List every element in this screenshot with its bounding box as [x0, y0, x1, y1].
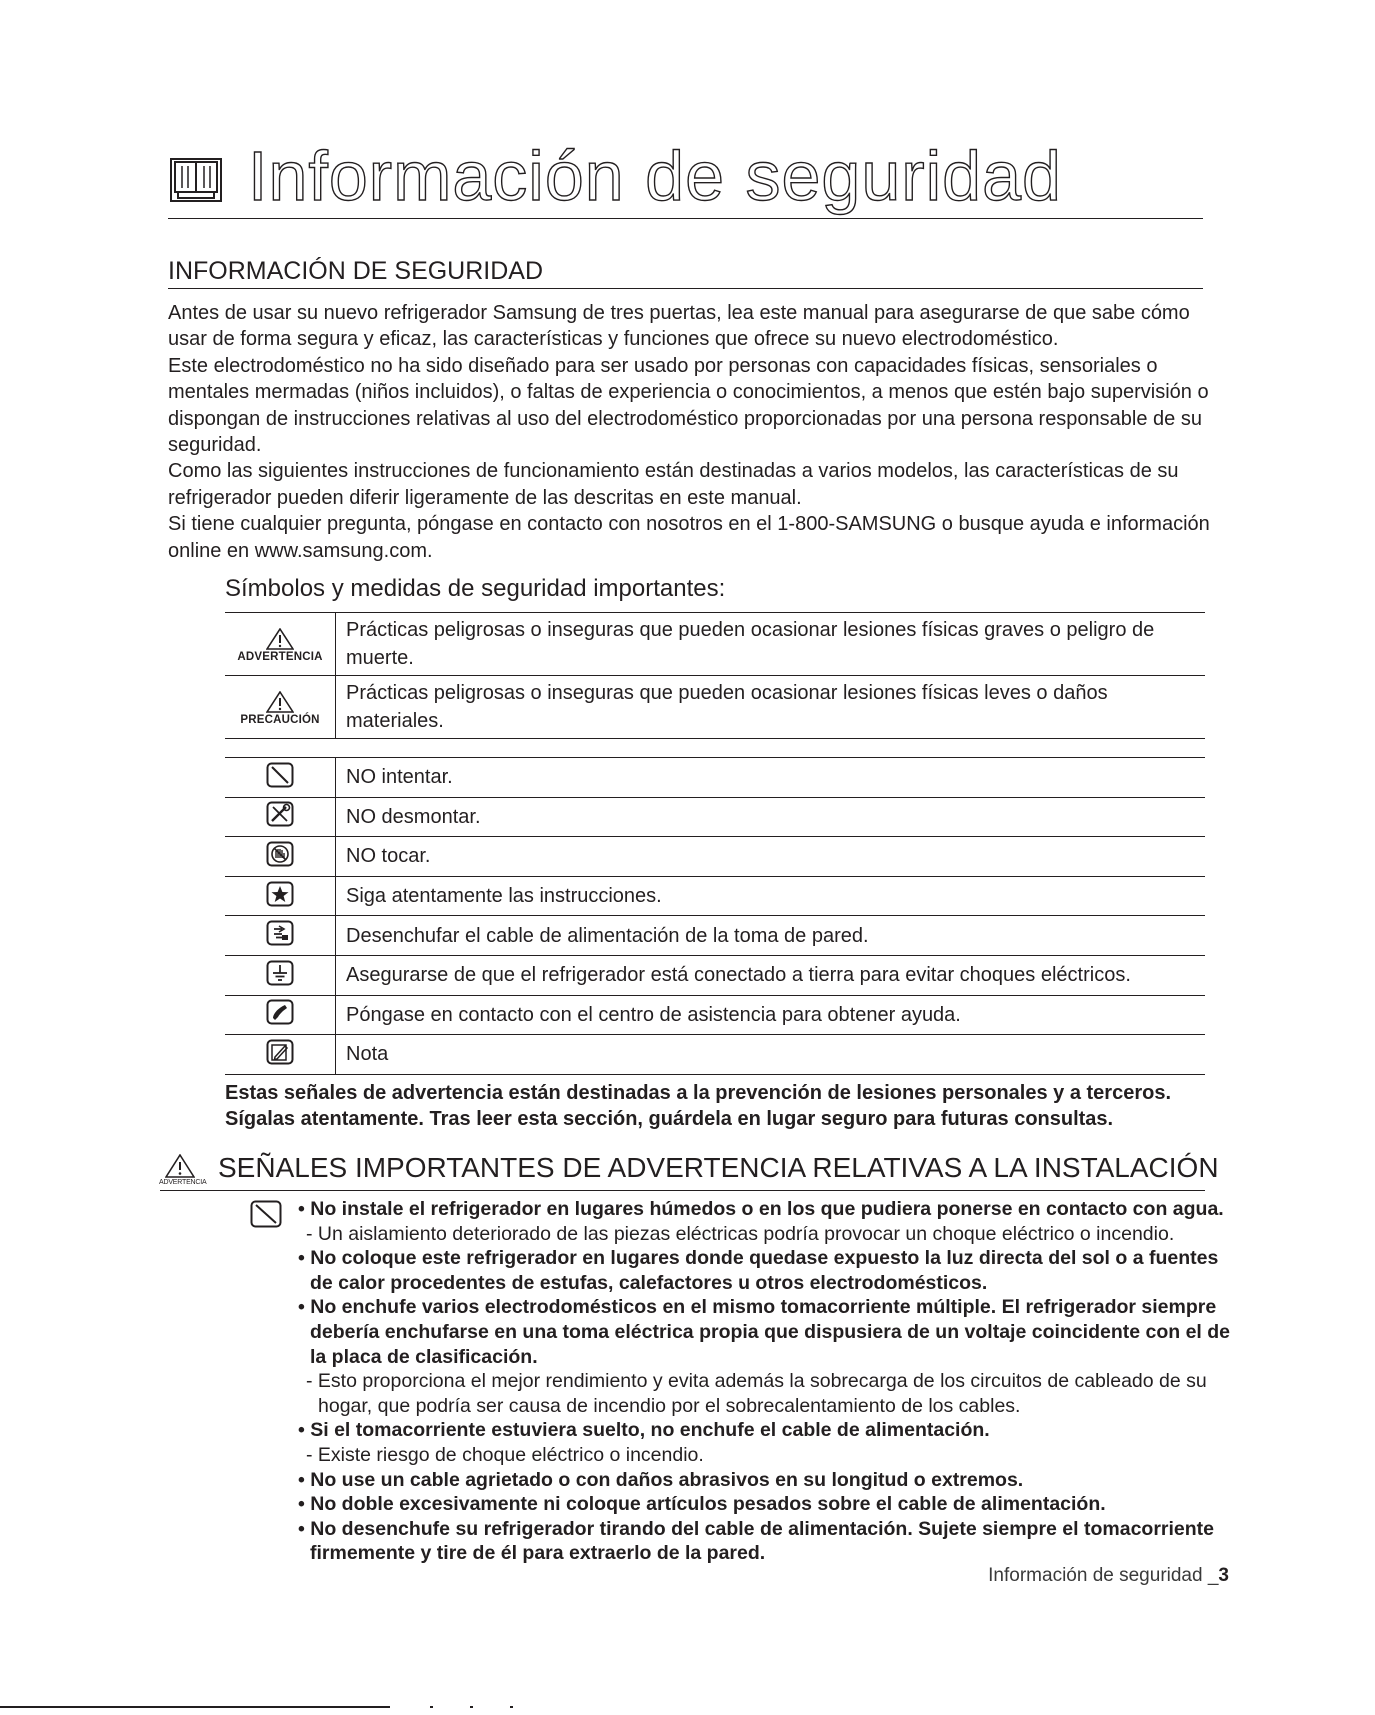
page-number: 3 — [1218, 1565, 1229, 1586]
symbol-text: Nota — [336, 1035, 1206, 1075]
page-header — [168, 137, 1203, 219]
symbol-text: NO desmontar. — [336, 797, 1206, 837]
warning-text: Prácticas peligrosas o inseguras que pueden ocasionar lesiones físicas graves o peligro de muerte. — [336, 613, 1206, 676]
symbol-text: NO intentar. — [336, 758, 1206, 798]
scan-edge — [430, 1706, 550, 1708]
list-item: - Esto proporciona el mejor rendimiento y evita además la sobrecarga de los circuitos de cableado de su hogar, que podría ser causa de incendio por el sobrecalentamiento de los cables. — [306, 1370, 1207, 1417]
table-row — [225, 613, 1205, 676]
list-item: • No doble excesivamente ni coloque artículos pesados sobre el cable de alimentación. — [250, 1492, 1240, 1517]
table-row — [225, 916, 1205, 956]
note-line: Estas señales de advertencia están destinadas a la prevención de lesiones personales y a terceros. — [225, 1082, 1172, 1104]
scan-edge — [0, 1706, 390, 1708]
install-warnings-header — [159, 1150, 1219, 1191]
list-item: • No coloque este refrigerador en lugares donde quedase expuesto la luz directa del sol o a fuentes de calor procedentes de estufas, calefactores u otros electrodomésticos. — [250, 1246, 1240, 1295]
warning-note — [225, 1080, 1235, 1132]
intro-text — [168, 300, 1228, 564]
list-item: • Si el tomacorriente estuviera suelto, no enchufe el cable de alimentación. — [250, 1418, 1240, 1443]
symbol-text: Póngase en contacto con el centro de asistencia para obtener ayuda. — [336, 995, 1206, 1035]
page-title: Información de seguridad — [248, 137, 1062, 215]
install-warning-label: ADVERTENCIA — [159, 1179, 207, 1186]
footer-text: Información de seguridad _ — [988, 1565, 1219, 1586]
no-touch-icon — [266, 841, 294, 867]
page-footer — [988, 1565, 1229, 1587]
table-row — [225, 797, 1205, 837]
table-row — [225, 837, 1205, 877]
no-disassemble-icon — [266, 801, 294, 827]
table-row — [225, 676, 1205, 739]
warning-triangle-icon — [165, 1154, 195, 1178]
install-warning-badge — [159, 1154, 207, 1188]
symbols-table — [225, 757, 1205, 1075]
list-item: • No enchufe varios electrodomésticos en el mismo tomacorriente múltiple. El refrigerador siempre debería enchufarse en una toma eléctrica propia que dispusiera de un voltaje coincidente con el de la placa de clasificación. — [250, 1295, 1240, 1369]
intro-paragraph: Antes de usar su nuevo refrigerador Samsung de tres puertas, lea este manual para asegurarse de que sabe cómo usar de forma segura y eficaz, las características y funciones que ofrece su nuevo electrodoméstico. — [168, 302, 1190, 351]
note-line: Sígalas atentamente. Tras leer esta sección, guárdela en lugar seguro para futuras consultas. — [225, 1108, 1114, 1130]
warning-triangle-icon — [266, 628, 294, 650]
warning-cell — [225, 613, 336, 676]
install-warnings-title: SEÑALES IMPORTANTES DE ADVERTENCIA RELATIVAS A LA INSTALACIÓN — [218, 1152, 1219, 1183]
symbol-text: NO tocar. — [336, 837, 1206, 877]
unplug-icon — [266, 920, 294, 946]
caution-cell — [225, 676, 336, 739]
list-item: • No use un cable agrietado o con daños abrasivos en su longitud o extremos. — [250, 1468, 1240, 1493]
list-item: - Existe riesgo de choque eléctrico o incendio. — [306, 1443, 704, 1466]
table-row — [225, 955, 1205, 995]
table-row — [225, 1035, 1205, 1075]
intro-paragraph: Este electrodoméstico no ha sido diseñado para ser usado por personas con capacidades físicas, sensoriales o mentales mermadas (niños incluidos), o faltas de experiencia o conocimientos, a menos que estén bajo supervisión o dispongan de instrucciones relativas al uso del electrodoméstico proporcionadas por una persona responsable de su seguridad. — [168, 354, 1209, 457]
caution-text: Prácticas peligrosas o inseguras que pueden ocasionar lesiones físicas leves o daños materiales. — [336, 676, 1206, 739]
follow-instructions-icon — [266, 881, 294, 907]
phone-icon — [266, 999, 294, 1025]
symbol-text: Siga atentamente las instrucciones. — [336, 876, 1206, 916]
list-item: • No desenchufe su refrigerador tirando del cable de alimentación. Sujete siempre el tomacorriente firmemente y tire de él para extraerlo de la pared. — [250, 1517, 1240, 1566]
book-icon — [170, 158, 222, 202]
list-item: - Un aislamiento deteriorado de las piezas eléctricas podría provocar un choque eléctrico o incendio. — [306, 1222, 1175, 1245]
intro-paragraph: Si tiene cualquier pregunta, póngase en contacto con nosotros en el 1-800-SAMSUNG o busque ayuda e información online en www.samsung.com. — [168, 513, 1210, 562]
caution-label: PRECAUCIÓN — [240, 713, 320, 726]
symbol-text: Desenchufar el cable de alimentación de la toma de pared. — [336, 916, 1206, 956]
warning-triangle-icon — [266, 691, 294, 713]
warning-table — [225, 612, 1205, 739]
section-title: INFORMACIÓN DE SEGURIDAD — [168, 256, 1203, 289]
install-warnings-list — [250, 1197, 1240, 1566]
warning-label: ADVERTENCIA — [237, 650, 323, 663]
list-item: • No instale el refrigerador en lugares húmedos o en los que pudiera ponerse en contacto con agua. — [250, 1197, 1240, 1222]
intro-paragraph: Como las siguientes instrucciones de funcionamiento están destinadas a varios modelos, las características de su refrigerador pueden diferir ligeramente de las descritas en este manual. — [168, 460, 1179, 509]
symbols-title: Símbolos y medidas de seguridad importantes: — [225, 575, 726, 602]
table-row — [225, 758, 1205, 798]
table-row — [225, 876, 1205, 916]
note-icon — [266, 1039, 294, 1065]
table-row — [225, 995, 1205, 1035]
ground-icon — [266, 960, 294, 986]
no-attempt-icon — [266, 762, 294, 788]
symbol-text: Asegurarse de que el refrigerador está conectado a tierra para evitar choques eléctricos. — [336, 955, 1206, 995]
